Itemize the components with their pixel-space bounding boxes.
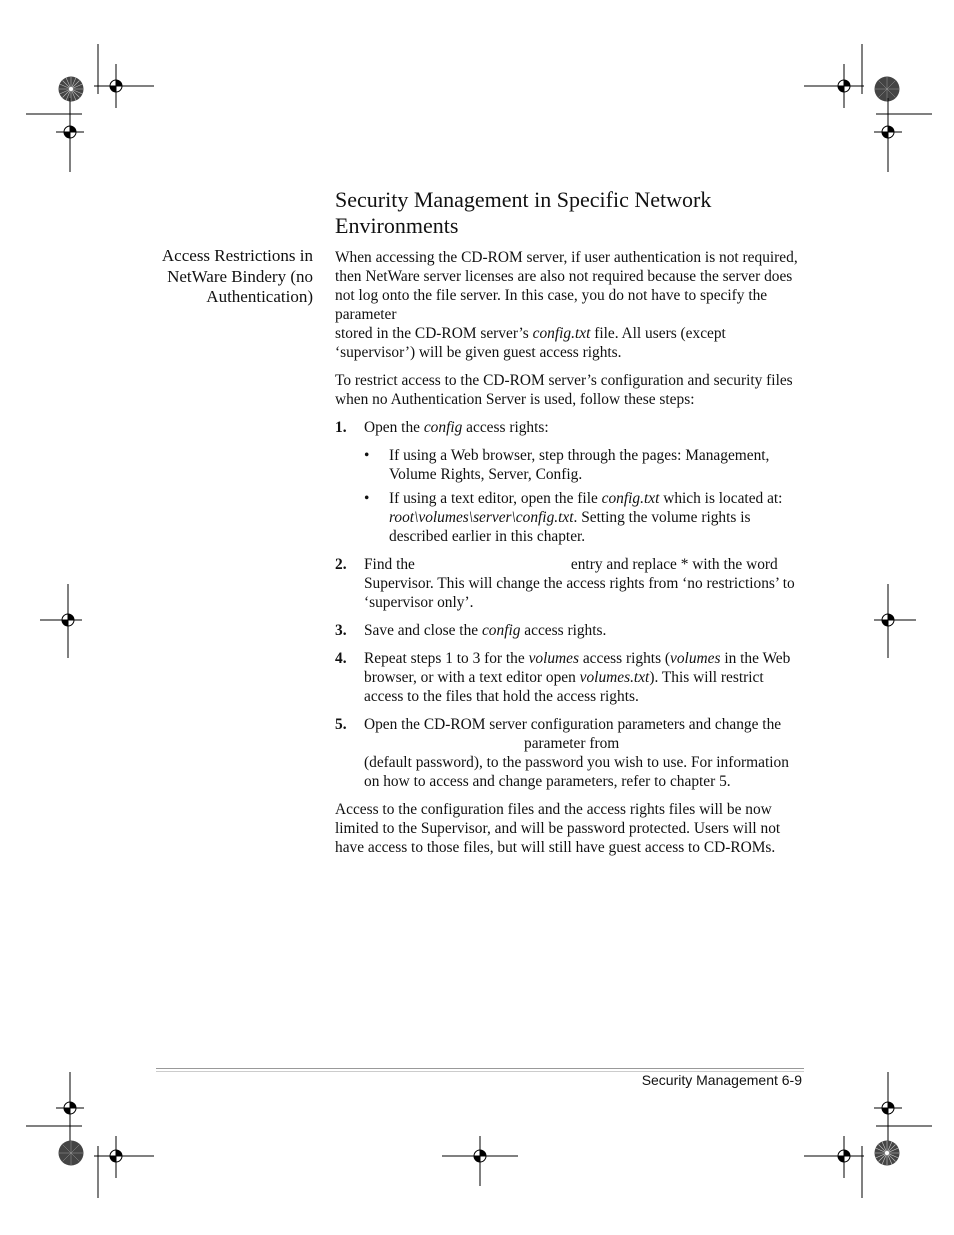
bullet-list	[364, 446, 805, 546]
step-number: 3.	[335, 622, 347, 639]
crosshair-mark-bottom-left	[78, 1136, 154, 1198]
crosshair-mark-bottom-left-upper	[26, 1072, 86, 1146]
page-title: Security Management in Specific Network Environments	[335, 186, 712, 238]
bullet-item: • If using a text editor, open the file config.txt which is located at: root\volumes\server\config.txt. Setting the volume rights is described earlier in this chapter.	[364, 490, 783, 545]
step-5: 5. Open the CD-ROM server configuration parameters and change theparameter from (default password), to the password you wish to use. For information on how to access and change parameters, refer to chapter 5.	[335, 716, 789, 790]
step-number: 4.	[335, 650, 347, 667]
steps-intro-paragraph: To restrict access to the CD-ROM server’s configuration and security files when no Authentication Server is used, follow these steps:	[335, 372, 793, 408]
step-number: 5.	[335, 716, 347, 733]
crosshair-mark-mid-right	[872, 584, 916, 658]
bullet-glyph: •	[364, 490, 370, 507]
crosshair-mark-bottom-center	[442, 1136, 518, 1198]
bullet-item: • If using a Web browser, step through the pages: Management, Volume Rights, Server, Config.	[364, 447, 770, 483]
config-file-name: config.txt	[532, 325, 591, 342]
bullet-glyph: •	[364, 447, 370, 464]
crosshair-mark-mid-left	[40, 584, 84, 658]
section-side-heading: Access Restrictions in NetWare Bindery (no Authentication)	[161, 246, 313, 306]
crosshair-mark-bottom-right	[804, 1136, 880, 1198]
step-1: 1. Open the config access rights: • If using a Web browser, step through the pages: Management, Volume Rights, Server, Config. • If using a text editor, open the file config.txt which is located at: root\volumes\server\config.txt. Setting the volume rights is described earlier in this chapter.	[335, 418, 805, 546]
main-body	[335, 248, 805, 866]
intro-text: When accessing the CD-ROM server, if user authentication is not required, then NetWare server licenses are also not required because the server does not log onto the file server. In this case, you do not have to specify the parameter	[335, 249, 798, 323]
closing-paragraph: Access to the configuration files and the access rights files will be now limited to the Supervisor, and will be password protected. Users will not have access to those files, but will still have guest access to CD-ROMs.	[335, 801, 781, 856]
page-footer: Security Management 6-9	[641, 1072, 802, 1088]
crosshair-mark-top-right-lower	[868, 98, 932, 172]
crosshair-mark-bottom-right-upper	[868, 1072, 932, 1146]
crosshair-mark-top-left-lower	[26, 98, 86, 172]
intro-text-cont: stored in the CD-ROM server’s	[335, 325, 533, 342]
step-3: 3. Save and close the config access rights.	[335, 622, 607, 639]
step-4: 4. Repeat steps 1 to 3 for the volumes access rights (volumes in the Web browser, or with a text editor open volumes.txt). This will restrict access to the files that hold the access rights.	[335, 650, 791, 705]
footer-rule	[156, 1068, 804, 1069]
intro-paragraph	[335, 248, 805, 362]
step-2: 2. Find the entry and replace * with the word Supervisor. This will change the access rights from ‘no restrictions’ to ‘supervisor only’.	[335, 556, 795, 611]
intro-text-end: file. All users (except ‘supervisor’) will be given guest access rights.	[335, 325, 726, 361]
crosshair-mark-top-left	[78, 44, 154, 134]
step-number: 2.	[335, 556, 347, 573]
step-number: 1.	[335, 419, 347, 436]
